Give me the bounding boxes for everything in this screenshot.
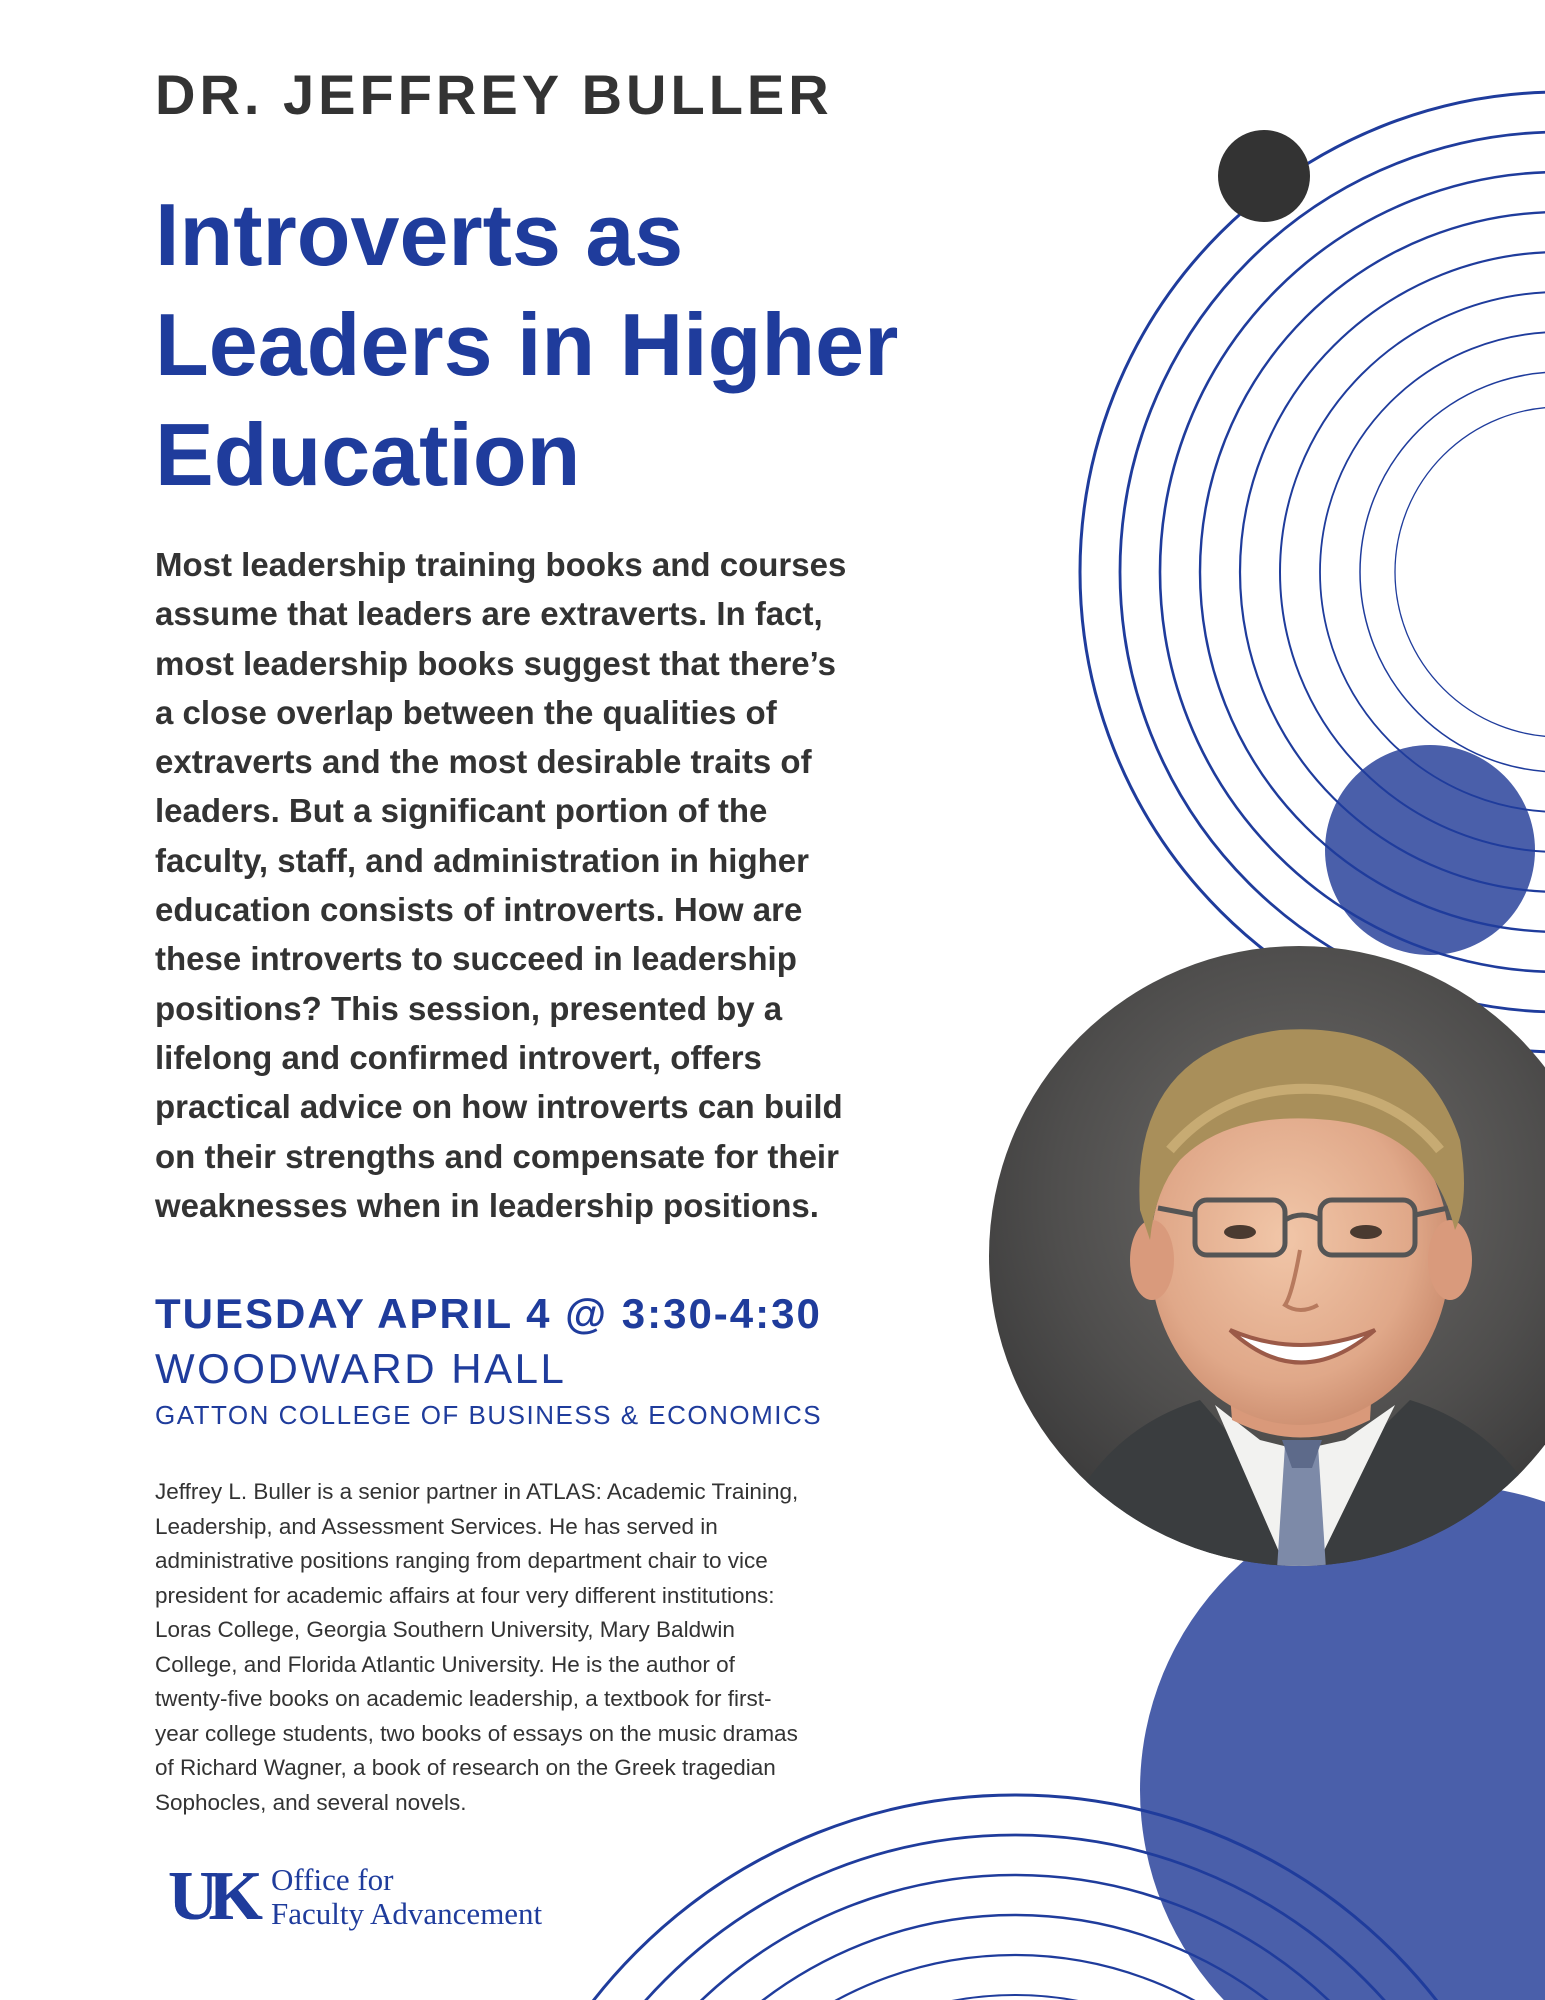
description-line: most leadership books suggest that there’s xyxy=(155,644,836,682)
office-name-line: Faculty Advancement xyxy=(271,1896,543,1931)
speaker-photo xyxy=(980,940,1545,1600)
event-location: WOODWARD HALL xyxy=(155,1345,567,1392)
bio-line: year college students, two books of essays on the music dramas xyxy=(155,1720,798,1746)
description-line: on their strengths and compensate for their xyxy=(155,1137,839,1175)
description-line: faculty, staff, and administration in higher xyxy=(155,841,809,879)
description-line: assume that leaders are extraverts. In fact, xyxy=(155,595,823,633)
speaker-name: DR. JEFFREY BULLER xyxy=(155,63,833,126)
description-line: weaknesses when in leadership positions. xyxy=(155,1186,819,1224)
description-line: lifelong and confirmed introvert, offers xyxy=(155,1038,762,1076)
bio-line: Loras College, Georgia Southern University, Mary Baldwin xyxy=(155,1617,735,1642)
event-title xyxy=(155,180,975,510)
bio-line: of Richard Wagner, a book of research on the Greek tragedian xyxy=(155,1755,776,1780)
description-line: Most leadership training books and courses xyxy=(155,546,847,583)
description-line: positions? This session, presented by a xyxy=(155,989,783,1027)
office-logo xyxy=(168,1858,543,1935)
office-name-line: Office for xyxy=(271,1862,394,1897)
description-line: leaders. But a significant portion of the xyxy=(155,792,768,830)
description-line: a close overlap between the qualities of xyxy=(155,693,777,731)
office-name xyxy=(271,1863,542,1931)
event-datetime: TUESDAY APRIL 4 @ 3:30-4:30 xyxy=(155,1290,822,1337)
blue-circle-upper xyxy=(1325,745,1535,955)
title-line: Leaders in Higher xyxy=(155,295,899,394)
description-line: education consists of introverts. How are xyxy=(155,891,803,929)
event-description xyxy=(155,540,955,1230)
speaker-bio xyxy=(155,1475,895,1820)
title-line: Education xyxy=(155,405,581,504)
description-line: practical advice on how introverts can build xyxy=(155,1088,843,1126)
bio-line: Leadership, and Assessment Services. He has served in xyxy=(155,1513,718,1539)
description-line: these introverts to succeed in leadership xyxy=(155,940,797,978)
bio-line: president for academic affairs at four very different institutions: xyxy=(155,1582,775,1608)
event-college: GATTON COLLEGE OF BUSINESS & ECONOMICS xyxy=(155,1400,823,1430)
dark-dot xyxy=(1218,130,1310,222)
bio-line: Sophocles, and several novels. xyxy=(155,1789,467,1815)
description-line: extraverts and the most desirable traits of xyxy=(155,743,812,781)
bio-line: College, and Florida Atlantic University. He is the author of xyxy=(155,1651,735,1677)
title-line: Introverts as xyxy=(155,185,684,284)
bio-line: twenty-five books on academic leadership, a textbook for first- xyxy=(155,1686,772,1711)
uk-logo-icon: UK xyxy=(168,1858,253,1935)
bio-line: Jeffrey L. Buller is a senior partner in ATLAS: Academic Training, xyxy=(155,1479,799,1504)
bio-line: administrative positions ranging from department chair to vice xyxy=(155,1548,768,1573)
